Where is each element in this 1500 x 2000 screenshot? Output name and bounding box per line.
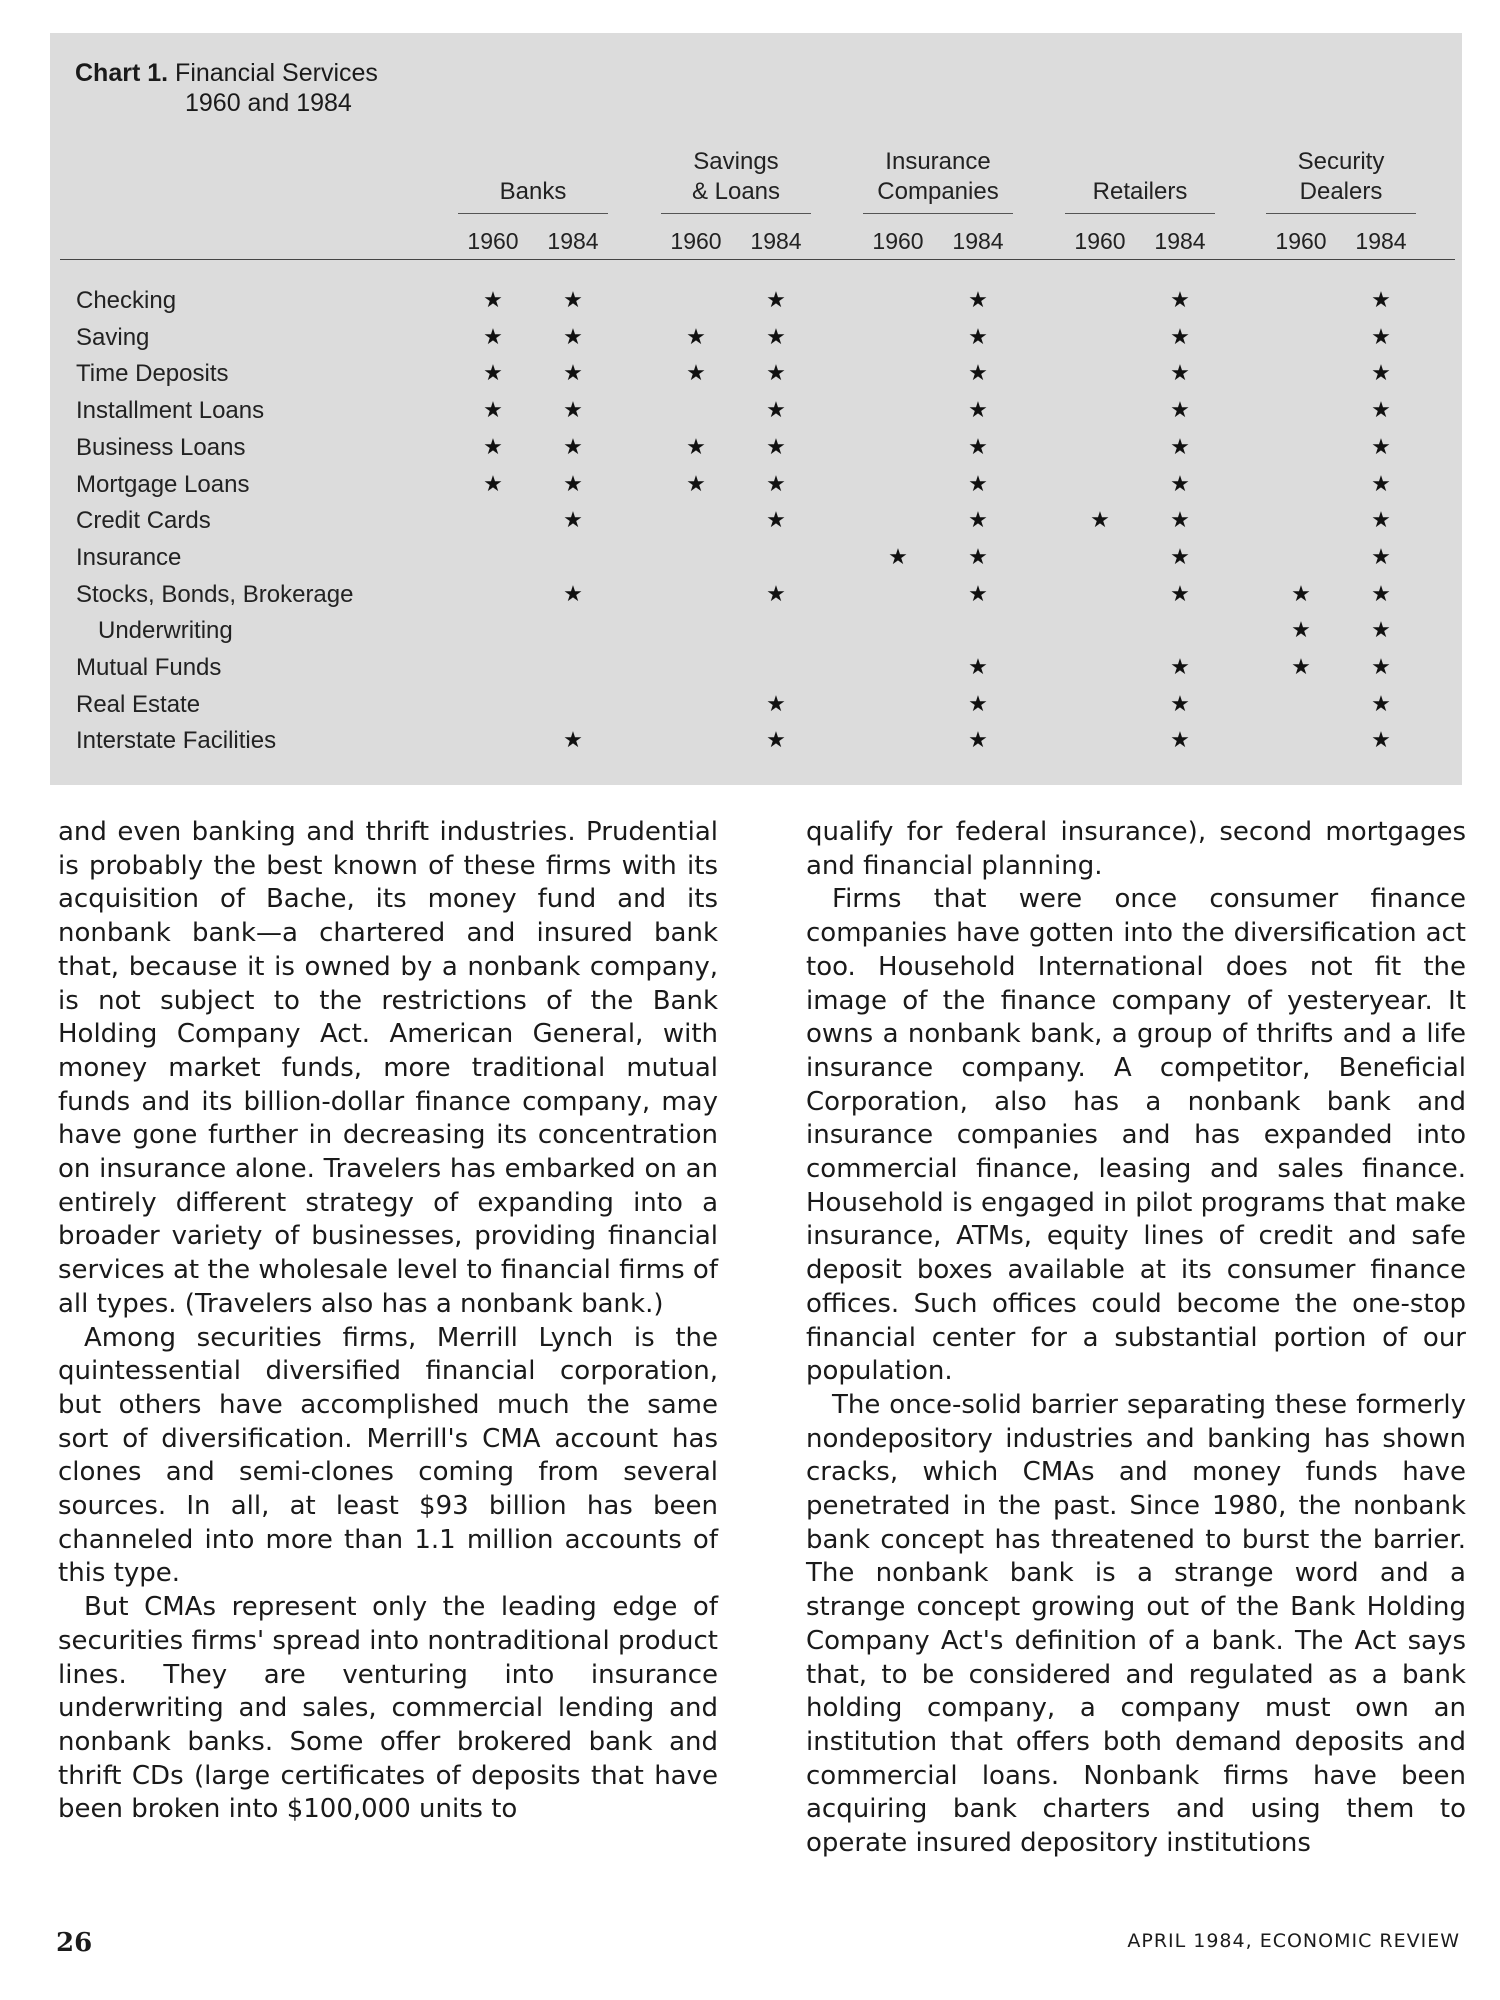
star-mark: ★ [563, 728, 583, 754]
star-mark: ★ [1170, 398, 1190, 424]
right-paragraph-3: The once-solid barrier separating these formerly nondepository industries and banking has shown cracks, which CMAs and money funds have penetrated in the past. Since 1980, the nonbank bank concept has threatened to burst the barrier. The nonbank bank is a strange word and a strange concept growing out of the Bank Holding Company Act's definition of a bank. The Act says that, to be considered and regulated as a bank holding company, a company must own an institution that offers both demand deposits and commercial loans. Nonbank firms have been acquiring bank charters and using them to operate insured depository institutions [806, 1389, 1466, 1859]
star-mark: ★ [1371, 691, 1391, 717]
right-paragraph-1: qualify for federal insurance), second mortgages and financial planning. [806, 817, 1466, 881]
star-mark: ★ [1371, 361, 1391, 387]
row-label: Stocks, Bonds, Brokerage [76, 580, 354, 608]
page-number: 26 [56, 1928, 93, 1958]
star-mark: ★ [766, 728, 786, 754]
star-mark: ★ [968, 398, 988, 424]
star-mark: ★ [1371, 324, 1391, 350]
chart-title-text: Financial Services [175, 59, 378, 87]
star-mark: ★ [1090, 508, 1110, 534]
star-mark: ★ [686, 471, 706, 497]
group-header-line1: Insurance [885, 148, 991, 175]
star-mark: ★ [563, 508, 583, 534]
star-mark: ★ [563, 324, 583, 350]
star-mark: ★ [1371, 618, 1391, 644]
year-header: 1984 [952, 228, 1004, 254]
star-mark: ★ [968, 434, 988, 460]
star-mark: ★ [766, 398, 786, 424]
star-mark: ★ [483, 288, 503, 313]
star-mark: ★ [1371, 655, 1391, 680]
star-mark: ★ [1371, 288, 1391, 313]
star-mark: ★ [1371, 508, 1391, 534]
star-mark: ★ [1170, 508, 1190, 534]
row-label: Interstate Facilities [76, 727, 277, 755]
star-mark: ★ [968, 691, 988, 717]
star-mark: ★ [766, 288, 786, 313]
star-mark: ★ [766, 361, 786, 387]
star-mark: ★ [766, 324, 786, 350]
star-mark: ★ [563, 471, 583, 497]
star-mark: ★ [563, 434, 583, 460]
group-header-line2: Companies [877, 178, 999, 205]
right-paragraph-2: Firms that were once consumer finance companies have gotten into the diversification act too. Household International does not fit the image of the finance company of yesteryear. It owns a nonbank bank, a group of thrifts and a life insurance company. A competitor, Beneficial Corporation, also has a nonbank bank and insurance companies and has expanded into commercial finance, leasing and sales finance. Household is engaged in pilot programs that make insurance, ATMs, equity lines of credit and safe deposit boxes available at its consumer finance offices. Such offices could become the one-stop financial center for a substantial portion of our population. [806, 884, 1466, 1387]
star-mark: ★ [968, 544, 988, 570]
left-paragraph-1: and even banking and thrift industries. Prudential is probably the best known of these firms with its acquisition of Bache, its money fund and its nonbank bank—a chartered and insured bank that, because it is owned by a nonbank company, is not subject to the restrictions of the Bank Holding Company Act. American General, with money market funds, more traditional mutual funds and its billion-dollar finance company, may have gone further in decreasing its concentration on insurance alone. Travelers has embarked on an entirely different strategy of expanding into a broader variety of businesses, providing financial services at the wholesale level to financial firms of all types. (Travelers also has a nonbank bank.) [58, 817, 718, 1319]
year-header: 1960 [872, 228, 924, 254]
star-mark: ★ [563, 581, 583, 607]
row-label: Saving [76, 323, 150, 351]
year-header: 1960 [670, 228, 722, 254]
group-header-line2: Retailers [1092, 178, 1188, 205]
star-mark: ★ [766, 434, 786, 460]
star-mark: ★ [766, 581, 786, 607]
year-header: 1984 [547, 228, 599, 254]
group-header-rule [458, 213, 608, 214]
star-mark: ★ [563, 361, 583, 387]
star-mark: ★ [1170, 288, 1190, 313]
star-mark: ★ [1371, 471, 1391, 497]
row-label: Underwriting [98, 617, 233, 645]
star-mark: ★ [1170, 434, 1190, 460]
right-text-column [806, 816, 1466, 1861]
chart-header-rule [60, 259, 1455, 260]
star-mark: ★ [686, 434, 706, 460]
star-mark: ★ [1371, 581, 1391, 607]
row-label: Mutual Funds [76, 654, 222, 681]
year-header: 1960 [1074, 228, 1126, 254]
year-header: 1960 [467, 228, 519, 254]
star-mark: ★ [766, 691, 786, 717]
star-mark: ★ [686, 361, 706, 387]
star-mark: ★ [1371, 728, 1391, 754]
left-text-column [58, 816, 718, 1827]
star-mark: ★ [1170, 544, 1190, 570]
chart-title-number: Chart 1. [75, 59, 169, 87]
star-mark: ★ [1170, 361, 1190, 387]
star-mark: ★ [1170, 581, 1190, 607]
star-mark: ★ [483, 471, 503, 497]
group-header-line2: Banks [499, 178, 567, 205]
left-paragraph-2: Among securities firms, Merrill Lynch is the quintessential diversified financial corporation, but others have accomplished much the same sort of diversification. Merrill's CMA account has clones and semi-clones coming from several sources. In all, at least $93 billion has been channeled into more than 1.1 million accounts of this type. [58, 1322, 718, 1589]
group-header-line2: & Loans [691, 178, 781, 205]
publication-footer: APRIL 1984, ECONOMIC REVIEW [1127, 1930, 1460, 1952]
year-header: 1960 [1275, 228, 1327, 254]
star-mark: ★ [968, 471, 988, 497]
star-mark: ★ [968, 655, 988, 680]
star-mark: ★ [1170, 728, 1190, 754]
star-mark: ★ [563, 288, 583, 313]
year-header: 1984 [750, 228, 802, 254]
star-mark: ★ [888, 544, 908, 570]
group-header-rule [1266, 213, 1416, 214]
star-mark: ★ [686, 324, 706, 350]
row-label: Mortgage Loans [76, 470, 250, 498]
star-mark: ★ [968, 324, 988, 350]
group-header-rule [863, 213, 1013, 214]
star-mark: ★ [1291, 581, 1311, 607]
star-mark: ★ [968, 728, 988, 754]
row-label: Insurance [76, 543, 182, 571]
star-mark: ★ [483, 361, 503, 387]
year-header: 1984 [1154, 228, 1206, 254]
star-mark: ★ [766, 471, 786, 497]
group-header-line2: Dealers [1299, 178, 1383, 205]
star-mark: ★ [968, 361, 988, 387]
row-label: Checking [76, 287, 177, 314]
row-label: Real Estate [76, 690, 201, 718]
star-mark: ★ [483, 324, 503, 350]
star-mark: ★ [1170, 324, 1190, 350]
row-label: Time Deposits [76, 360, 229, 388]
star-mark: ★ [1371, 398, 1391, 424]
left-paragraph-3: But CMAs represent only the leading edge of securities firms' spread into nontraditional product lines. They are venturing into insurance underwriting and sales, commercial lending and nonbank banks. Some offer brokered bank and thrift CDs (large certificates of deposits that have been broken into $100,000 units to [58, 1592, 718, 1825]
star-mark: ★ [483, 398, 503, 424]
group-header-rule [661, 213, 811, 214]
star-mark: ★ [968, 288, 988, 313]
star-mark: ★ [1170, 691, 1190, 717]
group-header-line1: Savings [693, 148, 779, 175]
chart-title [75, 58, 378, 118]
financial-services-chart [50, 33, 1462, 785]
group-header-rule [1065, 213, 1215, 214]
row-label: Credit Cards [76, 507, 211, 535]
star-mark: ★ [968, 581, 988, 607]
star-mark: ★ [968, 508, 988, 534]
star-mark: ★ [1291, 618, 1311, 644]
row-label: Installment Loans [76, 397, 265, 425]
star-mark: ★ [483, 434, 503, 460]
star-mark: ★ [1170, 655, 1190, 680]
star-mark: ★ [766, 508, 786, 534]
group-header-line1: Security [1297, 148, 1385, 175]
chart-subtitle: 1960 and 1984 [185, 89, 352, 117]
star-mark: ★ [1291, 655, 1311, 680]
row-label: Business Loans [76, 433, 246, 461]
year-header: 1984 [1355, 228, 1407, 254]
star-mark: ★ [1371, 544, 1391, 570]
star-mark: ★ [563, 398, 583, 424]
star-mark: ★ [1170, 471, 1190, 497]
star-mark: ★ [1371, 434, 1391, 460]
